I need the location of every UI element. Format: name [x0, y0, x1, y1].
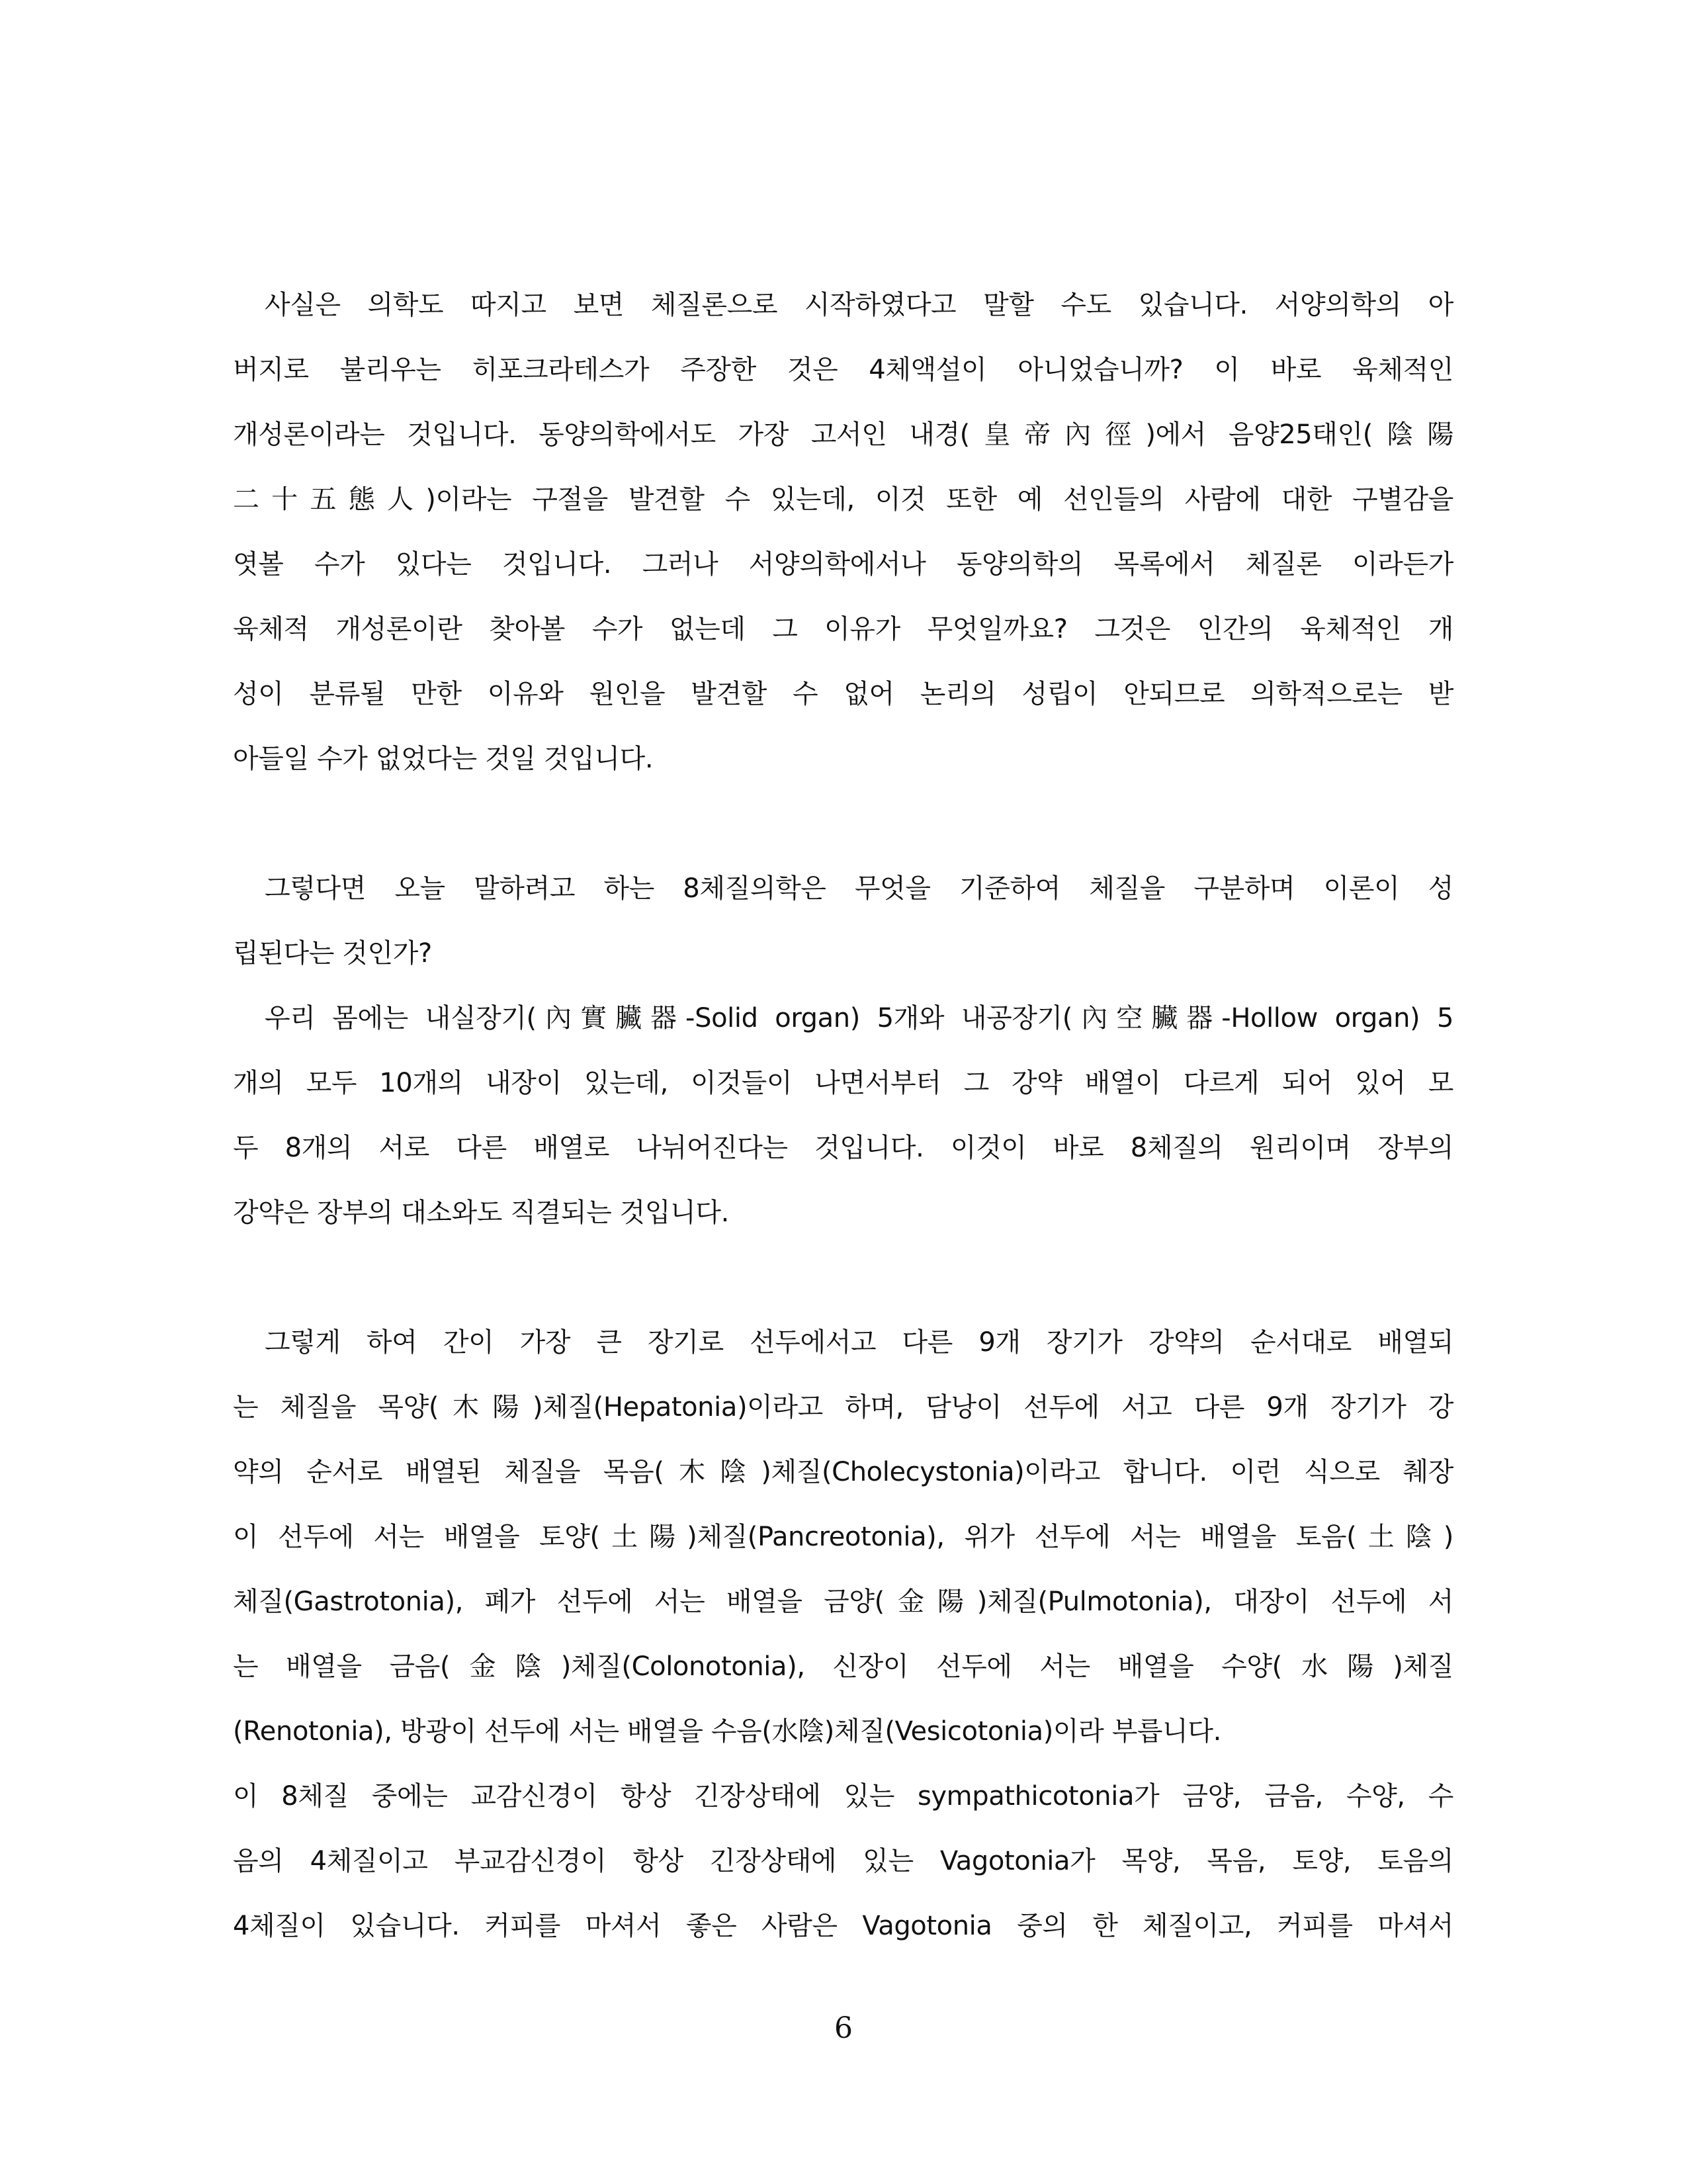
text-line: 그렇다면 오늘 말하려고 하는 8체질의학은 무엇을 기준하여 체질을 구분하며 이론이 성	[265, 873, 1453, 904]
text-line: 체질(Gastrotonia), 폐가 선두에 서는 배열을 금양(金陽)체질(Pulmotonia), 대장이 선두에 서	[233, 1587, 1453, 1617]
text-line: 는 체질을 목양(木陽)체질(Hepatonia)이라고 하며, 담낭이 선두에 서고 다른 9개 장기가 강	[233, 1392, 1453, 1422]
text-line: 음의 4체질이고 부교감신경이 항상 긴장상태에 있는 Vagotonia가 목양, 목음, 토양, 토음의	[233, 1846, 1453, 1876]
text-line: 버지로 불리우는 히포크라테스가 주장한 것은 4체액설이 아니었습니까? 이 바로 육체적인	[233, 355, 1453, 385]
document-body	[233, 273, 1453, 1958]
text-line: 아들일 수가 없었다는 것일 것입니다.	[233, 744, 654, 774]
page-number: 6	[834, 2011, 853, 2045]
paragraph-gap	[233, 791, 1453, 856]
paragraph-gap	[233, 1245, 1453, 1310]
text-line: 성이 분류될 만한 이유와 원인을 발견할 수 없어 논리의 성립이 안되므로 의학적으로는 받	[233, 679, 1453, 709]
text-line: 二十五態人)이라는 구절을 발견할 수 있는데, 이것 또한 예 선인들의 사람에 대한 구별감을	[233, 484, 1453, 515]
text-line: 개의 모두 10개의 내장이 있는데, 이것들이 나면서부터 그 강약 배열이 다르게 되어 있어 모	[233, 1068, 1453, 1098]
paragraph-history-of-constitution	[233, 273, 1453, 791]
text-line: 는 배열을 금음(金陰)체질(Colonotonia), 신장이 선두에 서는 배열을 수양(水陽)체질	[233, 1651, 1453, 1682]
paragraph-nervous-system-types	[233, 1764, 1453, 1958]
text-line: 이 선두에 서는 배열을 토양(土陽)체질(Pancreotonia), 위가 선두에 서는 배열을 토음(土陰)	[233, 1522, 1453, 1552]
paragraph-organ-arrangement	[233, 986, 1453, 1245]
text-line: 육체적 개성론이란 찾아볼 수가 없는데 그 이유가 무엇일까요? 그것은 인간의 육체적인 개	[233, 614, 1453, 644]
paragraph-eight-constitution-question	[233, 856, 1453, 986]
paragraph-constitution-types	[233, 1310, 1453, 1764]
text-line: 두 8개의 서로 다른 배열로 나뉘어진다는 것입니다. 이것이 바로 8체질의 원리이며 장부의	[233, 1133, 1453, 1163]
text-line: 그렇게 하여 간이 가장 큰 장기로 선두에서고 다른 9개 장기가 강약의 순서대로 배열되	[265, 1327, 1453, 1358]
text-line: 우리 몸에는 내실장기(內實臟器-Solid organ) 5개와 내공장기(內空臟器-Hollow organ) 5	[265, 1003, 1453, 1033]
text-line: 사실은 의학도 따지고 보면 체질론으로 시작하였다고 말할 수도 있습니다. 서양의학의 아	[265, 290, 1453, 320]
text-line: 립된다는 것인가?	[233, 938, 432, 969]
text-line: 개성론이라는 것입니다. 동양의학에서도 가장 고서인 내경(皇帝內徑)에서 음양25태인(陰陽	[233, 419, 1453, 450]
text-line: (Renotonia), 방광이 선두에 서는 배열을 수음(水陰)체질(Vesicotonia)이라 부릅니다.	[233, 1716, 1221, 1747]
text-line: 이 8체질 중에는 교감신경이 항상 긴장상태에 있는 sympathicotonia가 금양, 금음, 수양, 수	[233, 1781, 1453, 1812]
text-line: 4체질이 있습니다. 커피를 마셔서 좋은 사람은 Vagotonia 중의 한 체질이고, 커피를 마셔서	[233, 1911, 1453, 1941]
text-line: 강약은 장부의 대소와도 직결되는 것입니다.	[233, 1198, 729, 1228]
text-line: 약의 순서로 배열된 체질을 목음(木陰)체질(Cholecystonia)이라고 합니다. 이런 식으로 췌장	[233, 1457, 1453, 1487]
text-line: 엿볼 수가 있다는 것입니다. 그러나 서양의학에서나 동양의학의 목록에서 체질론 이라든가	[233, 549, 1453, 580]
